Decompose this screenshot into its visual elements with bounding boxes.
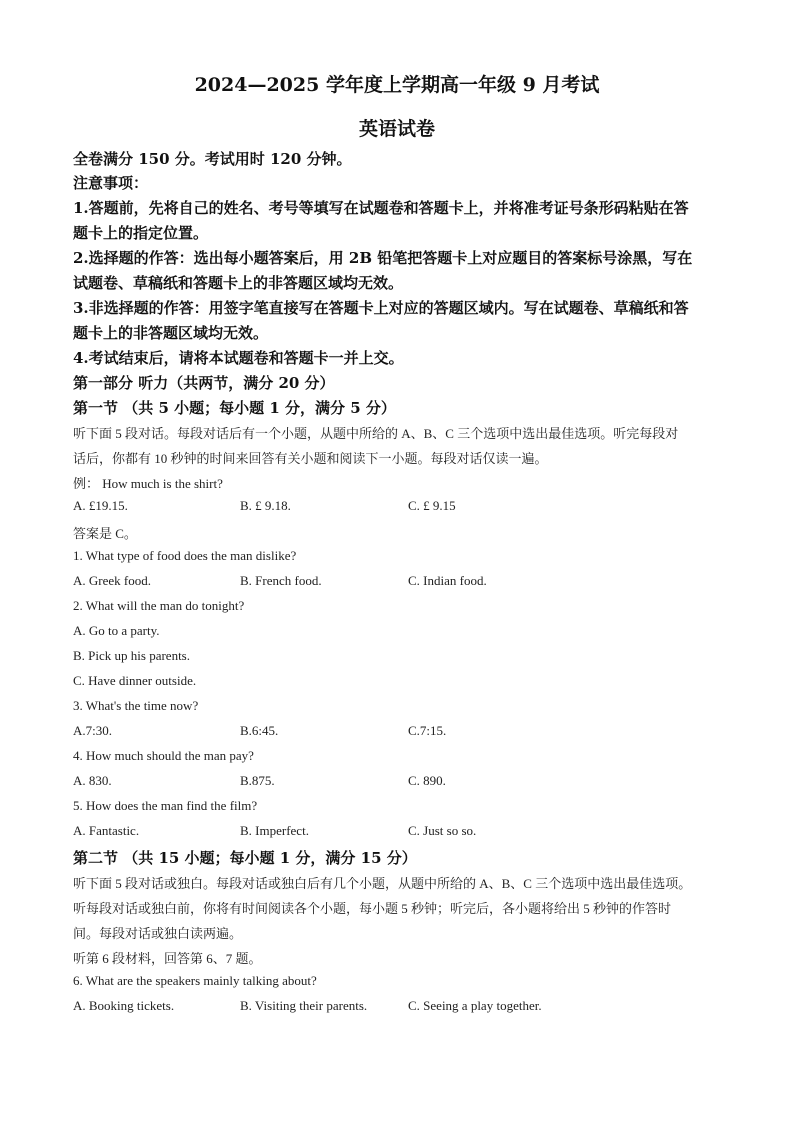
example-option-b: B. £ 9.18.	[240, 498, 291, 513]
example-option-c: C. £ 9.15	[408, 498, 456, 513]
note-2-line-2: 试题卷、草稿纸和答题卡上的非答题区域均无效。	[73, 274, 404, 292]
section-1-heading: 第一节 （共 5 小题；每小题 1 分，满分 5 分）	[73, 399, 396, 417]
note-1-line-1: 1.答题前，先将自己的姓名、考号等填写在试题卷和答题卡上，并将准考证号条形码粘贴在答	[73, 199, 689, 217]
section-2-directions-line-2: 听每段对话或独白前，你将有时间阅读各个小题，每小题 5 秒钟；听完后，各小题将给出 5 秒钟的作答时	[73, 901, 672, 916]
section-1-directions-line-2: 话后，你都有 10 秒钟的时间来回答有关小题和阅读下一小题。每段对话仅读一遍。	[73, 451, 548, 466]
example-option-a: A. £19.15.	[73, 498, 128, 513]
question-5-option-c: C. Just so so.	[408, 823, 477, 838]
note-1-line-2: 题卡上的指定位置。	[73, 224, 209, 242]
question-5-option-b: B. Imperfect.	[240, 823, 309, 838]
note-3-line-1: 3.非选择题的作答：用签字笔直接写在答题卡上对应的答题区域内。写在试题卷、草稿纸和答	[73, 299, 689, 317]
question-2-option-c: C. Have dinner outside.	[73, 673, 197, 688]
question-4: 4. How much should the man pay?	[73, 748, 254, 763]
note-4: 4.考试结束后，请将本试题卷和答题卡一并上交。	[73, 349, 404, 367]
question-6-option-c: C. Seeing a play together.	[408, 998, 542, 1013]
section-2-directions-line-1: 听下面 5 段对话或独白。每段对话或独白后有几个小题，从题中所给的 A、B、C 三个选项中选出最佳选项。	[73, 876, 692, 891]
exam-subtitle: 英语试卷	[358, 118, 435, 140]
question-1: 1. What type of food does the man dislike?	[73, 548, 297, 563]
material-6-instruction: 听第 6 段材料，回答第 6、7 题。	[73, 951, 262, 966]
notes-heading: 注意事项：	[73, 174, 149, 192]
question-4-option-c: C. 890.	[408, 773, 446, 788]
question-5-option-a: A. Fantastic.	[73, 823, 140, 838]
question-2: 2. What will the man do tonight?	[73, 598, 245, 613]
question-3-option-b: B.6:45.	[240, 723, 279, 738]
question-3: 3. What's the time now?	[73, 698, 199, 713]
question-1-option-b: B. French food.	[240, 573, 322, 588]
score-info: 全卷满分 150 分。考试用时 120 分钟。	[73, 150, 352, 168]
question-5: 5. How does the man find the film?	[73, 798, 258, 813]
note-3-line-2: 题卡上的非答题区域均无效。	[73, 324, 269, 342]
part-1-heading: 第一部分 听力（共两节，满分 20 分）	[73, 374, 335, 392]
section-2-heading: 第二节 （共 15 小题；每小题 1 分，满分 15 分）	[73, 849, 417, 867]
example-question: 例： How much is the shirt?	[73, 476, 223, 491]
exam-title: 2024—2025 学年度上学期高一年级 9 月考试	[194, 74, 600, 96]
question-2-option-a: A. Go to a party.	[73, 623, 160, 638]
section-2-directions-line-3: 间。每段对话或独白读两遍。	[73, 926, 243, 941]
note-2-line-1: 2.选择题的作答：选出每小题答案后，用 2B 铅笔把答题卡上对应题目的答案标号涂黑，写在	[73, 249, 693, 267]
question-1-option-a: A. Greek food.	[73, 573, 151, 588]
question-4-option-a: A. 830.	[73, 773, 112, 788]
section-1-directions-line-1: 听下面 5 段对话。每段对话后有一个小题，从题中所给的 A、B、C 三个选项中选出最佳选项。听完每段对	[73, 426, 679, 441]
example-answer: 答案是 C。	[73, 526, 137, 541]
question-6: 6. What are the speakers mainly talking about?	[73, 973, 317, 988]
question-4-option-b: B.875.	[240, 773, 275, 788]
question-6-option-b: B. Visiting their parents.	[240, 998, 368, 1013]
question-6-option-a: A. Booking tickets.	[73, 998, 175, 1013]
question-1-option-c: C. Indian food.	[408, 573, 487, 588]
question-3-option-a: A.7:30.	[73, 723, 112, 738]
question-3-option-c: C.7:15.	[408, 723, 447, 738]
question-2-option-b: B. Pick up his parents.	[73, 648, 190, 663]
